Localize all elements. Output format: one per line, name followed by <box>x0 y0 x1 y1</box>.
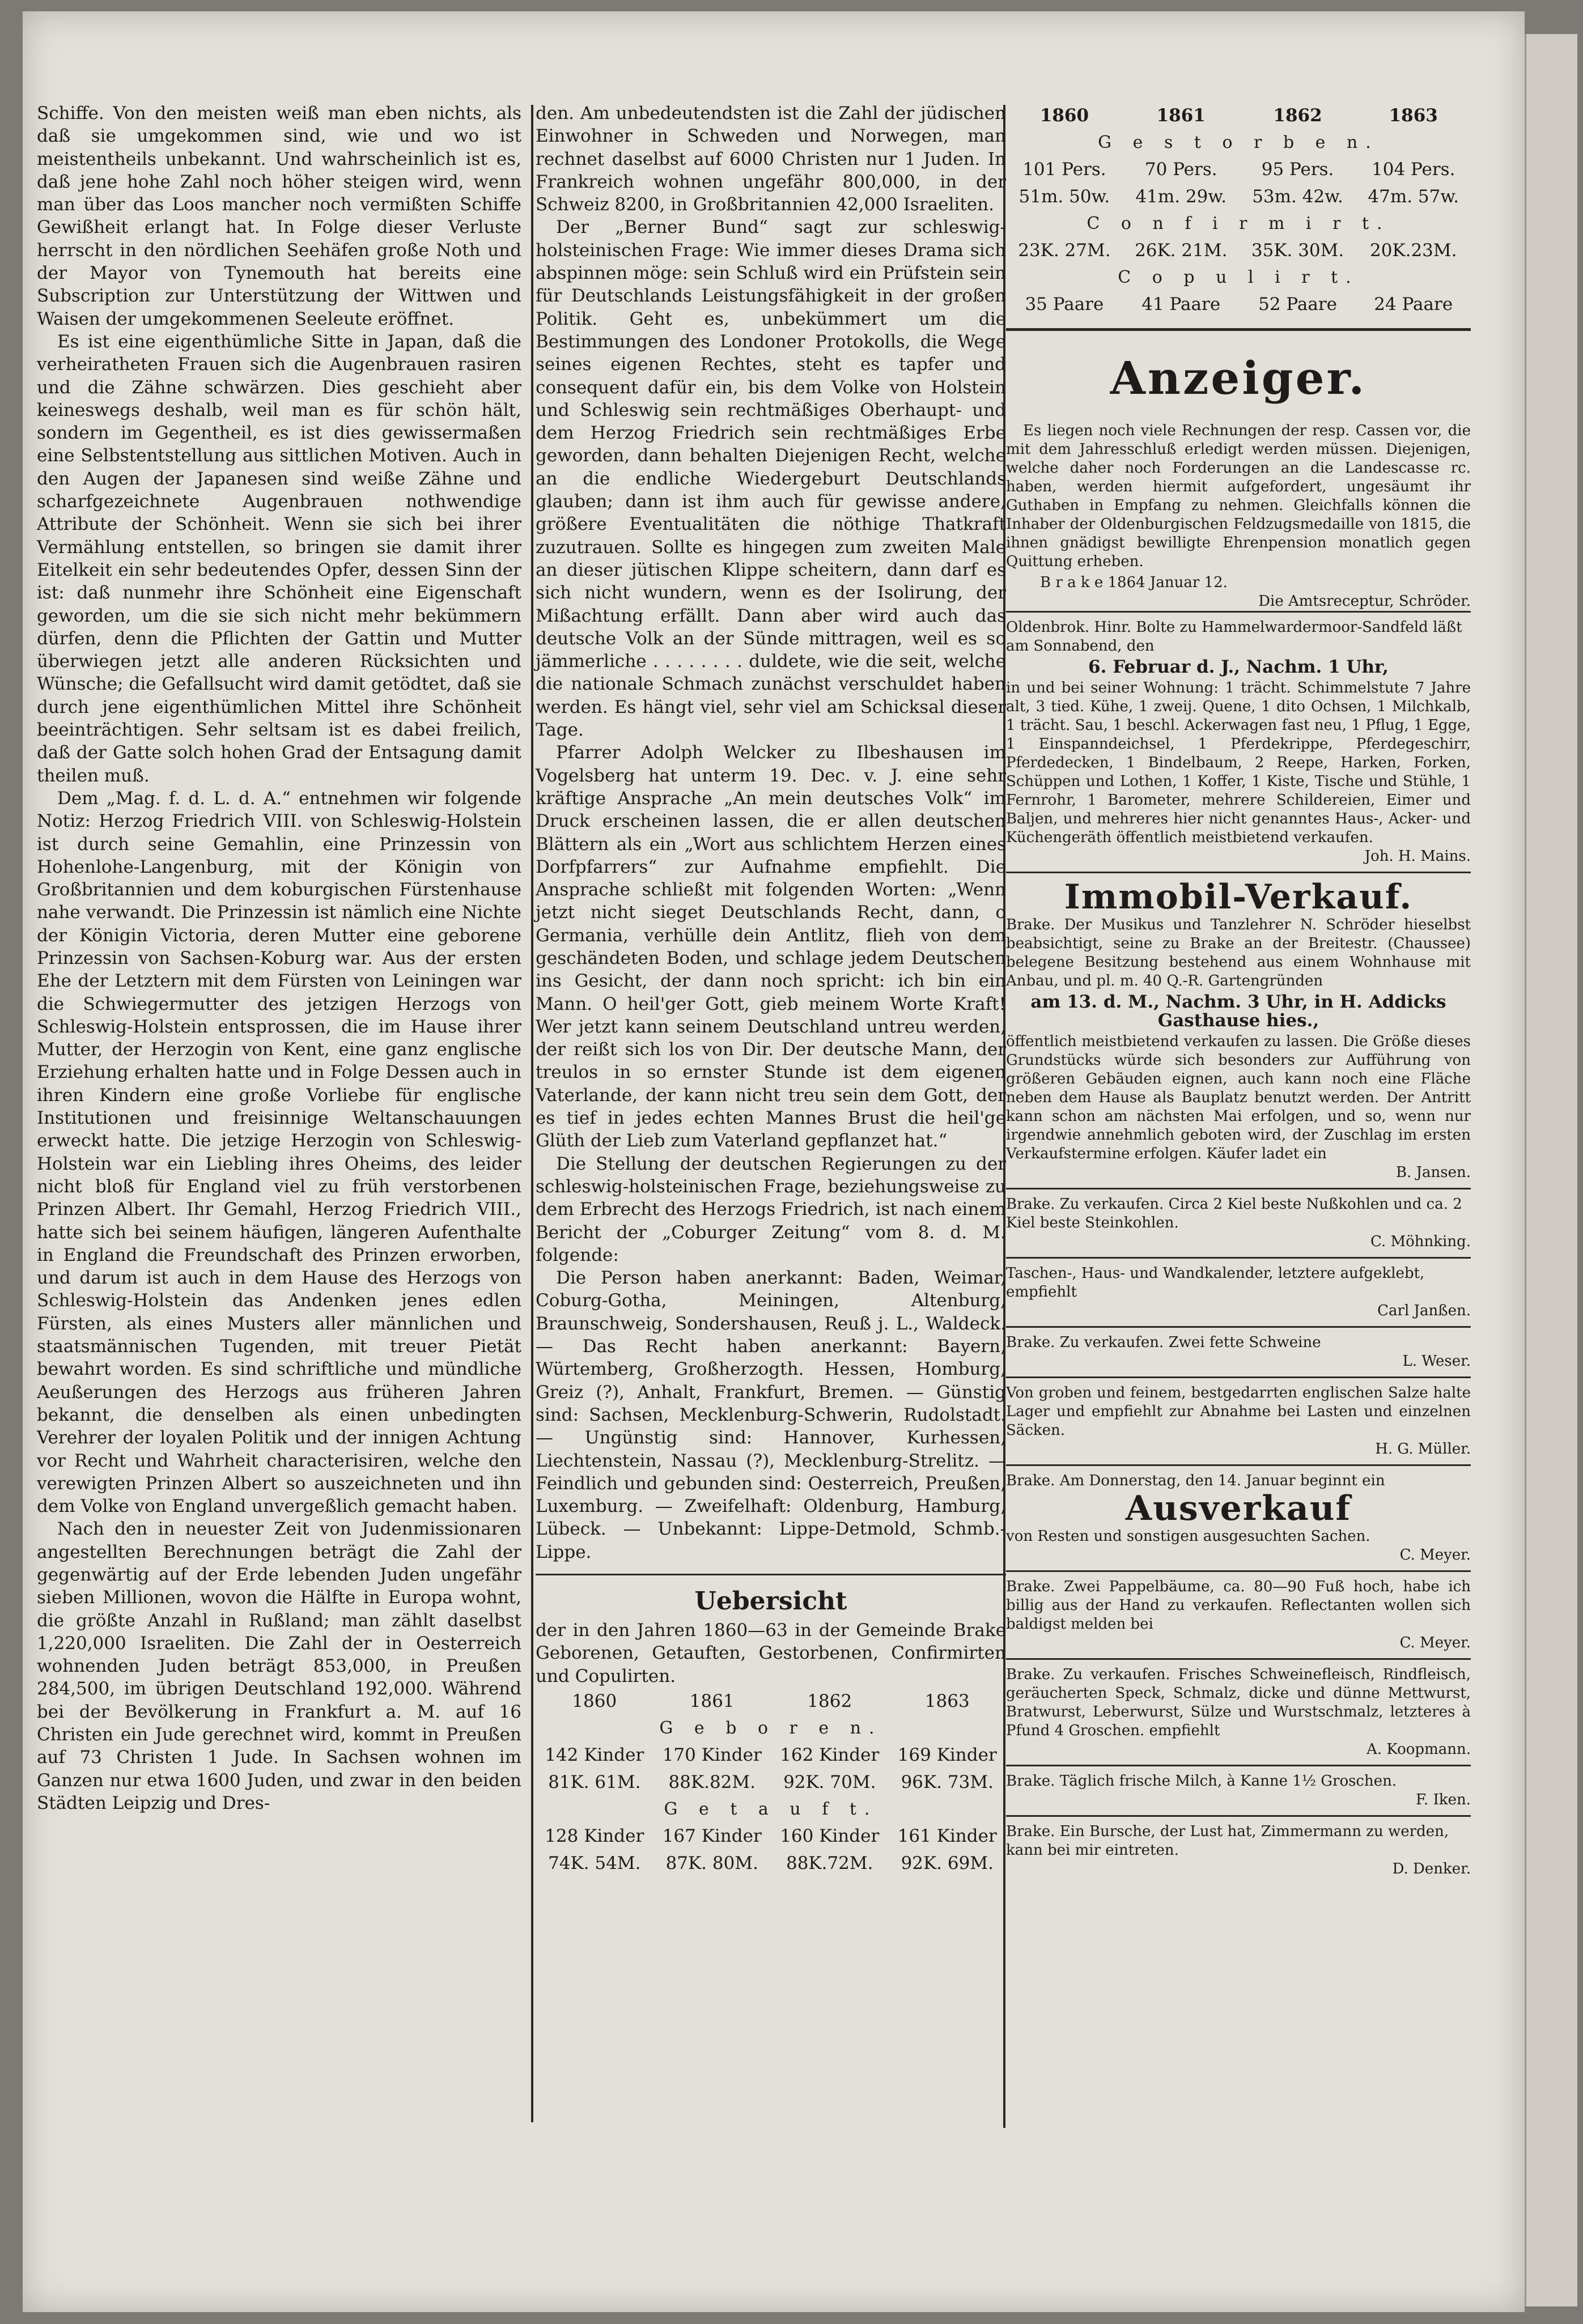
ad-signature: Joh. H. Mains. <box>1364 848 1471 865</box>
year-cell: 1863 <box>1389 105 1438 126</box>
stat-cell: 81K. 61M. <box>548 1771 641 1792</box>
ad-milch <box>1006 1765 1471 1815</box>
stat-cell: 53m. 42w. <box>1252 186 1343 207</box>
stat-cell: 87K. 80M. <box>665 1853 758 1873</box>
ad-body: Taschen-, Haus- und Wandkalender, letztere aufgeklebt, empfiehlt <box>1006 1265 1425 1301</box>
confirmirt-label: C o n f i r m i r t. <box>1087 214 1390 233</box>
ad-signature: C. Meyer. <box>1399 1546 1471 1564</box>
stat-cell: 23K. 27M. <box>1018 240 1111 261</box>
stat-cell: 170 Kinder <box>662 1744 762 1765</box>
ad-kohlen <box>1006 1188 1471 1257</box>
year-cell: 1862 <box>807 1690 852 1711</box>
stats-table <box>1006 102 1471 318</box>
stat-cell: 35K. 30M. <box>1251 240 1344 261</box>
ad-body: Es liegen noch viele Rechnungen der resp. Cassen vor, die mit dem Jahresschluß erledigt werden müssen. Diejenigen, welche daher noch Forderungen an die Landescasse rc. haben, werden hiermit aufgefordert, ungesäumt ihr Guthaben in Empfang zu nehmen. Gleichfalls können die Inhaber der Oldenburgischen Feldzugsmedaille von 1815, die ihnen gnädigst bewilligte Ehrenpension monatlich gegen Quittung erheben. <box>1006 422 1471 570</box>
year-cell: 1861 <box>1156 105 1206 126</box>
stat-cell: 161 Kinder <box>897 1825 997 1846</box>
uebersicht-table <box>536 1688 1006 1877</box>
year-cell: 1863 <box>924 1690 970 1711</box>
stat-cell: 70 Pers. <box>1144 159 1217 180</box>
ad-signature: A. Koopmann. <box>1366 1741 1471 1758</box>
anzeiger-title: Anzeiger. <box>1110 351 1367 405</box>
ad-oldenbrok <box>1006 611 1471 872</box>
stat-cell: 95 Pers. <box>1261 159 1334 180</box>
uebersicht-subtitle: der in den Jahren 1860—63 in der Gemeinde Brake Geborenen, Getauften, Gestorbenen, Confirmirten und Copulirten. <box>536 1620 1006 1686</box>
ad-signature: Die Amtsreceptur, Schröder. <box>1258 593 1471 610</box>
column-1 <box>37 102 521 1815</box>
year-cell: 1860 <box>1039 105 1089 126</box>
ad-body: Brake. Täglich frische Milch, à Kanne 1½ Groschen. <box>1006 1773 1397 1790</box>
ad-pappeln <box>1006 1570 1471 1658</box>
stat-cell: 104 Pers. <box>1372 159 1455 180</box>
article-herzog: Dem „Mag. f. d. L. d. A.“ entnehmen wir folgende Notiz: Herzog Friedrich VIII. von Schleswig-Holstein ist durch seine Gemahlin, eine Prinzessin von Hohenlohe-Langenburg, mit der Königin von Großbritannien und dem koburgischen Fürstenhause nahe verwandt. Die Prinzessin ist nämlich eine Nichte der Königin Victoria, deren Mutter eine geborene Prinzessin von Sachsen-Koburg war. Aus der ersten Ehe der Letztern mit dem Fürsten von Leiningen war die Schwiegermutter des jetzigen Herzogs von Schleswig-Holstein entsprossen, die im Hause ihrer Mutter, der Herzogin von Kent, eine ganz englische Erziehung erhalten hatte und in Folge Dessen auch in ihren Kindern eine große Vorliebe für englische Institutionen und freisinnige Weltanschauungen erweckt hatte. Die jetzige Herzogin von Schleswig-Holstein war ein Liebling ihres Oheims, des leider nicht bloß für England viel zu früh verstorbenen Prinzen Albert. Ihr Gemahl, Herzog Friedrich VIII., hatte sich bei seinem häufigen, längeren Aufenthalte in England die Freundschaft des Prinzen erworben, und darum ist auch in dem Hause des Herzogs von Schleswig-Holstein das Andenken jenes edlen Fürsten, als eines Musters aller männlichen und staatsmännischen Tugenden, mit treuer Pietät bewahrt worden. Es sind schriftliche und mündliche Aeußerungen des Herzogs aus früheren Jahren bekannt, die denselben als einen unbedingten Verehrer der loyalen Politik und der innigen Achtung vor Recht und Wahrheit characterisiren, welche den verewigten Prinzen Albert so auszeichneten und ihn dem Volke von England unvergeßlich gemacht haben. <box>37 788 521 1517</box>
ad-wurst <box>1006 1658 1471 1765</box>
ad-bold-line: am 13. d. M., Nachm. 3 Uhr, in H. Addicks Gasthause hies., <box>1030 992 1446 1031</box>
year-cell: 1862 <box>1273 105 1322 126</box>
stat-cell: 92K. 69M. <box>901 1853 994 1873</box>
section-divider <box>536 1574 1006 1579</box>
stat-cell: 142 Kinder <box>545 1744 644 1765</box>
ad-dateline: B r a k e 1864 Januar 12. <box>1040 574 1228 591</box>
ad-ausverkauf <box>1006 1464 1471 1570</box>
stat-cell: 35 Paare <box>1025 294 1104 315</box>
article-berner-bund: Der „Berner Bund“ sagt zur schleswig-holsteinischen Frage: Wie immer dieses Drama sich abspinnen möge: sein Schluß wird ein Prüfstein sein für Deutschlands Leistungsfähigkeit in der großen Politik. Geht es, unbekümmert um die Bestimmungen des Londoner Protokolls, die Wege seines eigenen Rechtes, steht es tapfer und consequent dafür ein, bis dem Volke von Holstein und Schleswig sein rechtmäßiges Oberhaupt- und dem Herzog Friedrich sein rechtmäßiges Erbe geworden, dann behalten Diejenigen Recht, welche an die endliche Wiedergeburt Deutschlands glauben; dann ist ihm auch für gewisse andere, größere Eventualitäten die nöthige Thatkraft zuzutrauen. Sollte es hingegen zum zweiten Male an dieser jütischen Klippe scheitern, dann darf es sich nicht wundern, wenn es der Isolirung, der Mißachtung erfällt. Dann aber wird auch das deutsche Volk an der Sünde mittragen, weil es so jämmerliche . . . . . . . . duldete, wie die seit, welche die nationale Schmach zunächst verschuldet haben werden. Es hängt viel, sehr viel am Schicksal dieser Tage. <box>536 217 1006 741</box>
ad-signature: Carl Janßen. <box>1377 1302 1471 1319</box>
column-3-inner <box>1006 102 1471 1884</box>
ad-kalender <box>1006 1257 1471 1326</box>
stat-cell: 88K.82M. <box>668 1771 756 1792</box>
stat-cell: 128 Kinder <box>545 1825 644 1846</box>
ad-body: in und bei seiner Wohnung: 1 trächt. Schimmelstute 7 Jahre alt, 3 tied. Kühe, 1 zweij. Quene, 1 dito Ochsen, 1 Milchkalb, 1 trächt. Sau, 1 beschl. Ackerwagen fast neu, 1 Pflug, 1 Egge, 1 Einspanndeichsel, 1 Pferdekrippe, Pferdegeschirr, Pferdedecken, 1 Bindelbaum, 2 Reepe, Harken, Forken, Schüppen und Lothen, 1 Koffer, 1 Kiste, Tische und Stühle, 1 Fernrohr, 1 Barometer, mehrere Schildereien, Eimer und Baljen, und mehreres hier nicht genanntes Haus-, Acker- und Küchengeräth öffentlich meistbietend verkaufen. <box>1006 679 1471 846</box>
section-divider <box>1006 328 1471 334</box>
ad-body: Brake. Zu verkaufen. Frisches Schweinefleisch, Rindfleisch, geräucherten Speck, Schmalz, dicke und dünne Mettwurst, Bratwurst, Leberwurst, Sülze und Wurstschmalz, letzteres à Pfund 4 Groschen. empfiehlt <box>1006 1666 1471 1739</box>
ad-head: Brake. Am Donnerstag, den 14. Januar beginnt ein <box>1006 1472 1385 1489</box>
getauft-label: G e t a u f t. <box>664 1799 878 1819</box>
ad-title: Immobil-Verkauf. <box>1064 877 1413 917</box>
stat-cell: 160 Kinder <box>780 1825 880 1846</box>
year-cell: 1860 <box>572 1690 617 1711</box>
stat-cell: 92K. 70M. <box>783 1771 876 1792</box>
copulirt-label: C o p u l i r t. <box>1118 267 1359 287</box>
stat-cell: 162 Kinder <box>780 1744 880 1765</box>
ad-signature: B. Jansen. <box>1395 1164 1471 1181</box>
ad-signature: C. Meyer. <box>1399 1634 1471 1651</box>
article-welcker: Pfarrer Adolph Welcker zu Ilbeshausen im Vogelsberg hat unterm 19. Dec. v. J. eine sehr kräftige Ansprache „An mein deutsches Volk“ im Druck erscheinen lassen, die er allen deutschen Blättern als ein „Wort aus schlichtem Herzen eines Dorfpfarrers“ zur Aufnahme empfiehlt. Die Ansprache schließt mit folgenden Worten: „Wenn jetzt nicht sieget Deutschlands Recht, dann, o Germania, verhülle dein Antlitz, flieh von dem geschändeten Boden, und schlage jedem Deutschen ins Gesicht, der dann noch spricht: ich bin ein Mann. O heil'ger Gott, gieb meinem Worte Kraft! Wer jetzt kann seinem Deutschland untreu werden, der reißt sich los von Dir. Der deutsche Mann, der treulos in so ernster Stunde ist dem eigenen Vaterlande, der kann nicht treu sein dem Gott, der es tief in jedes echten Mannes Brust die heil'ge Glüth der Lieb zum Vaterland gepflanzet hat.“ <box>536 742 1006 1152</box>
stat-cell: 41m. 29w. <box>1135 186 1227 207</box>
ad-signature: D. Denker. <box>1392 1860 1471 1877</box>
article-regierungen: Die Stellung der deutschen Regierungen zu der schleswig-holsteinischen Frage, beziehungsweise zu dem Erbrecht des Herzogs Friedrich, ist nach einem Bericht der „Coburger Zeitung“ vom 8. d. M. folgende: <box>536 1153 1006 1265</box>
article-japan: Es ist eine eigenthümliche Sitte in Japan, daß die verheiratheten Frauen sich die Augenbrauen rasiren und die Zähne schwärzen. Dies geschieht aber keineswegs deshalb, weil man es für schön hält, sondern im Gegentheil, es ist dies gewissermaßen eine Selbstentstellung aus sittlichen Motiven. Auch in den Augen der Japanesen sind weiße Zähne und scharfgezeichnete Augenbrauen nothwendige Attribute der Schönheit. Wenn sie sich bei ihrer Vermählung entstellen, so bringen sie damit ihrer Eitelkeit ein sehr bedeutendes Opfer, dessen Sinn der ist: daß nunmehr ihre Schönheit eine Eigenschaft geworden, um die sie sich nicht mehr bekümmern dürfen, denn die Pflichten der Gattin und Mutter überwiegen jetzt alle anderen Rücksichten und Wünsche; die Gefallsucht wird damit getödtet, daß sie durch jene eigenthümlichen Mittel ihre Schönheit beeinträchtigen. Sehr seltsam ist es dabei freilich, daß der Gatte solch hohen Grad der Entsagung damit theilen muß. <box>37 331 521 786</box>
ad-body: Brake. Zu verkaufen. Zwei fette Schweine <box>1006 1334 1321 1351</box>
stat-cell: 96K. 73M. <box>901 1771 994 1792</box>
stat-cell: 24 Paare <box>1374 294 1453 315</box>
ad-bold-line: 6. Februar d. J., Nachm. 1 Uhr, <box>1088 657 1389 677</box>
ad-head: Oldenbrok. Hinr. Bolte zu Hammelwardermoor-Sandfeld läßt am Sonnabend, den <box>1006 619 1462 655</box>
ad-immobil-verkauf <box>1006 872 1471 1188</box>
ad-title: Ausverkauf <box>1125 1489 1352 1528</box>
ad-signature: C. Möhnking. <box>1370 1233 1471 1250</box>
ad-signature: H. G. Müller. <box>1375 1441 1471 1458</box>
uebersicht-title: Uebersicht <box>694 1587 847 1616</box>
stat-cell: 41 Paare <box>1141 294 1221 315</box>
ad-schweine <box>1006 1326 1471 1376</box>
stat-cell: 26K. 21M. <box>1135 240 1228 261</box>
stat-cell: 88K.72M. <box>786 1853 873 1873</box>
ad-body: Brake. Ein Bursche, der Lust hat, Zimmermann zu werden, kann bei mir eintreten. <box>1006 1823 1449 1859</box>
stat-cell: 51m. 50w. <box>1018 186 1110 207</box>
article-anerkennung: Die Person haben anerkannt: Baden, Weimar, Coburg-Gotha, Meiningen, Altenburg, Braunschweig, Sondershausen, Reuß j. L., Waldeck. — Das Recht haben anerkannt: Bayern, Würtemberg, Großherzogth. Hessen, Homburg, Greiz (?), Anhalt, Frankfurt, Bremen. — Günstig sind: Sachsen, Mecklenburg-Schwerin, Rudolstadt. — Ungünstig sind: Hannover, Kurhessen, Liechtenstein, Nassau (?), Mecklenburg-Strelitz. — Feindlich und gebunden sind: Oesterreich, Preußen, Luxemburg. — Zweifelhaft: Oldenburg, Hamburg, Lübeck. — Unbekannt: Lippe-Detmold, Schmb.-Lippe. <box>536 1268 1006 1562</box>
stat-cell: 74K. 54M. <box>548 1853 641 1873</box>
column-2-inner <box>536 102 1006 1877</box>
adjacent-page-edge <box>1525 34 1577 2306</box>
stat-cell: 47m. 57w. <box>1368 186 1459 207</box>
stat-cell: 20K.23M. <box>1369 240 1457 261</box>
stat-cell: 52 Paare <box>1258 294 1338 315</box>
year-cell: 1861 <box>689 1690 735 1711</box>
article-juden-continued: den. Am unbedeutendsten ist die Zahl der jüdischen Einwohner in Schweden und Norwegen, man rechnet daselbst auf 6000 Christen nur 1 Juden. In Frankreich wohnen ungefähr 800,000, in der Schweiz 8200, in Großbritannien 42,000 Israeliten. <box>536 103 1006 215</box>
gestorben-label: G e s t o r b e n. <box>1098 133 1379 152</box>
ad-amtsreceptur <box>1006 422 1471 611</box>
ad-body: Brake. Zu verkaufen. Circa 2 Kiel beste Nußkohlen und ca. 2 Kiel beste Steinkohlen. <box>1006 1196 1462 1231</box>
ad-salz <box>1006 1376 1471 1464</box>
column-rule <box>531 105 533 2122</box>
geboren-label: G e b o r e n. <box>659 1718 882 1738</box>
ad-body: Brake. Zwei Pappelbäume, ca. 80—90 Fuß hoch, habe ich billig aus der Hand zu verkaufen. Reflectanten wollen sich baldigst melden bei <box>1006 1578 1471 1633</box>
ad-head: Brake. Der Musikus und Tanzlehrer N. Schröder hieselbst beabsichtigt, seine zu Brake an der Breitestr. (Chaussee) belegene Besitzung bestehend aus einem Wohnhause mit Anbau, und pl. m. 40 Q.-R. Gartengründen <box>1006 916 1471 989</box>
stat-cell: 169 Kinder <box>897 1744 997 1765</box>
ad-signature: F. Iken. <box>1416 1791 1471 1808</box>
stat-cell: 101 Pers. <box>1022 159 1106 180</box>
ad-signature: L. Weser. <box>1402 1353 1471 1370</box>
stat-cell: 167 Kinder <box>662 1825 762 1846</box>
ad-zimmermann <box>1006 1815 1471 1884</box>
ad-body: Von groben und feinem, bestgedarrten englischen Salze halte Lager und empfiehlt zur Abnahme bei Lasten und einzelnen Säcken. <box>1006 1384 1471 1439</box>
article-shipwrecks: Schiffe. Von den meisten weiß man eben nichts, als daß sie umgekommen sind, wie und wo ist meistentheils unbekannt. Und wahrscheinlich ist es, daß jene hohe Zahl noch höher steigen wird, wenn man über das Loos mancher noch vermißten Schiffe Gewißheit erlangt hat. In Folge dieser Verluste herrscht in den nördlichen Seehäfen große Noth und der Mayor von Tynemouth hat bereits eine Subscription zur Unterstützung der Wittwen und Waisen der umgekommenen Seeleute eröffnet. <box>37 103 521 329</box>
ad-body: öffentlich meistbietend verkaufen zu lassen. Die Größe dieses Grundstücks würde sich besonders zur Aufführung von größeren Gebäuden eignen, auch kann noch eine Fläche neben dem Hause als Bauplatz benutzt werden. Der Antritt kann schon am nächsten Mai erfolgen, und so, wenn nur irgendwie annehmlich geboten wird, der Zuschlag im ersten Verkaufstermine erfolgen. Käufer ladet ein <box>1006 1033 1471 1162</box>
article-juden: Nach den in neuester Zeit von Judenmissionaren angestellten Berechnungen beträgt die Zahl der gegenwärtig auf der Erde lebenden Juden ungefähr sieben Millionen, wovon die Hälfte in Europa wohnt, die größte Anzahl in Rußland; man zählt daselbst 1,220,000 Israeliten. Die Zahl der in Oesterreich wohnenden Juden beträgt 853,000, in Preußen 284,500, im übrigen Deutschland 192,000. Während bei der Bevölkerung in Frankfurt a. M. auf 16 Christen ein Jude gerechnet wird, kommt in Preußen auf 73 Christen 1 Jude. In Sachsen wohnen im Ganzen nur etwa 1600 Juden, und zwar in den beiden Städten Leipzig und Dres- <box>37 1519 521 1813</box>
ad-body: von Resten und sonstigen ausgesuchten Sachen. <box>1006 1528 1370 1545</box>
